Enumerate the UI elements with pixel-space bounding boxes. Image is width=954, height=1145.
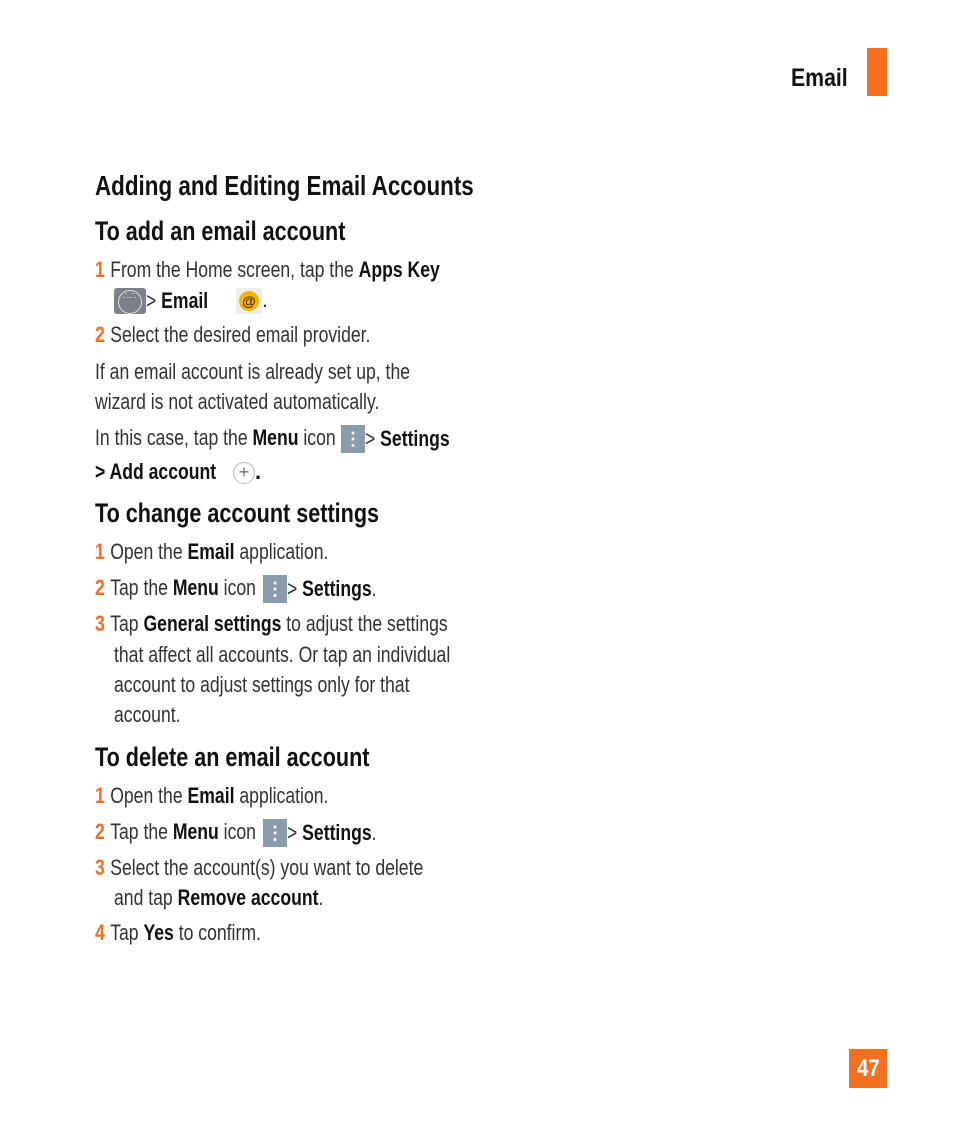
- add-note-line-1: If an email account is already set up, the: [95, 359, 411, 384]
- step-number: 2: [95, 322, 105, 347]
- general-settings-label: General settings: [143, 611, 282, 636]
- step-number: 2: [95, 819, 105, 844]
- step-number: 1: [95, 783, 105, 808]
- change-step-3-line-4: account.: [114, 702, 181, 727]
- add-case-line: In this case, tap the Menu icon⋮> Settings: [95, 425, 450, 452]
- add-account-line: > Add account + .: [95, 459, 262, 484]
- email-label: Email: [161, 288, 209, 314]
- step-number: 2: [95, 575, 105, 600]
- delete-step-4: 4 Tap Yes to confirm.: [95, 918, 302, 948]
- change-step-2: 2 Tap the Menu icon⋮> Settings.: [95, 575, 377, 602]
- header-accent-bar: [867, 48, 887, 96]
- section-title: Adding and Editing Email Accounts: [95, 170, 474, 201]
- add-step-1-line-1: 1 From the Home screen, tap the Apps Key: [95, 255, 526, 285]
- add-account-heading: To add an email account: [95, 216, 346, 246]
- menu-label: Menu: [252, 425, 299, 450]
- yes-label: Yes: [143, 920, 174, 945]
- page-number: 47: [849, 1049, 887, 1088]
- apps-key-label: Apps Key: [358, 257, 440, 282]
- add-note-line-2: wizard is not activated automatically.: [95, 389, 380, 414]
- remove-account-label: Remove account: [177, 885, 319, 910]
- email-app-icon: @: [236, 288, 262, 314]
- settings-label: Settings: [302, 576, 372, 602]
- menu-icon: ⋮: [341, 425, 365, 453]
- delete-step-3-line-1: 3 Select the account(s) you want to delete: [95, 853, 505, 883]
- delete-account-heading: To delete an email account: [95, 742, 370, 772]
- menu-label: Menu: [172, 819, 219, 844]
- step-number: 1: [95, 257, 105, 282]
- menu-icon: ⋮: [263, 575, 287, 603]
- step-number: 3: [95, 611, 105, 636]
- add-step-1-line-2: ∴∴ > Email @ .: [114, 285, 268, 316]
- apps-key-icon: ∴∴: [114, 288, 146, 314]
- email-label: Email: [187, 783, 235, 808]
- add-account-label: > Add account: [95, 459, 217, 484]
- add-step-2: 2 Select the desired email provider.: [95, 320, 439, 350]
- step-number: 3: [95, 855, 105, 880]
- step-number: 1: [95, 539, 105, 564]
- email-label: Email: [187, 539, 235, 564]
- change-step-3-line-1: 3 Tap General settings to adjust the settings: [95, 609, 536, 639]
- change-step-3-line-3: account to adjust settings only for that: [114, 672, 410, 697]
- page-header-title: Email: [791, 64, 848, 92]
- settings-label: Settings: [380, 426, 450, 452]
- change-settings-heading: To change account settings: [95, 498, 380, 528]
- change-step-1: 1 Open the Email application.: [95, 537, 387, 567]
- step-number: 4: [95, 920, 105, 945]
- menu-icon: ⋮: [263, 819, 287, 847]
- settings-label: Settings: [302, 820, 372, 846]
- delete-step-2: 2 Tap the Menu icon⋮> Settings.: [95, 819, 377, 846]
- change-step-3-line-2: that affect all accounts. Or tap an individual: [114, 642, 451, 667]
- delete-step-3-line-2: and tap Remove account.: [114, 885, 324, 910]
- menu-label: Menu: [172, 575, 219, 600]
- delete-step-1: 1 Open the Email application.: [95, 781, 387, 811]
- add-plus-icon: +: [233, 462, 255, 484]
